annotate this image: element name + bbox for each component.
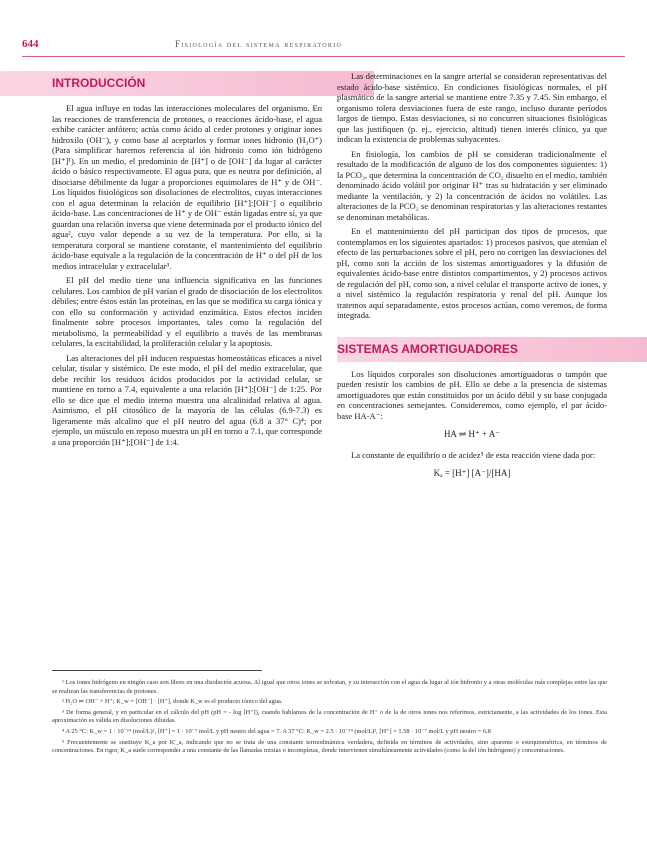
footnote-4: ⁴ A 25 °C: K_w = 1 · 10⁻¹⁴ (mol/L)², [H⁺] = 1 · 10⁻⁷ mol/L y pH neutro del agua = 7. A 37 °C: K_w = 2.5 · 10⁻¹⁴ (mol/L)², [H⁺] = 1.58 · 10⁻⁷ mol/L y pH neutro = 6.8 — [62, 727, 491, 735]
equation-acid-base-pair: HA ⇌ H⁺ + A⁻ — [443, 429, 501, 439]
right-column — [337, 71, 607, 489]
paragraph: Los líquidos corporales son disoluciones amortiguadoras o tampón que pueden resistir los cambios de pH. Ello se debe a la presencia de sistemas amortiguadores que están constituidos por un ácido débil y su base conjugada en concentraciones semejantes. Consideremos, como ejemplo, el par ácido-base HA-A⁻: — [337, 368, 607, 421]
footnotes — [52, 679, 607, 758]
footnote-5: ⁵ Frecuentemente se sustituye K_a por K'_a, indicando que no se trata de una constante termodinámica verdadera, definida en términos de actividades, sino aparente o estequiométrica, en términos de concentraciones. En rigor, K_a suele corresponder a una constante de las llamadas mixtas o incompletas, donde intervienen simultáneamente actividades (como la del ión hidrógeno) y concentraciones. — [52, 738, 607, 755]
paragraph: La constante de equilibrio o de acidez⁵ de esta reacción viene dada por: — [351, 449, 596, 460]
footnote-1: ¹ Los iones hidrógeno en ningún caso son libres en una disolución acuosa. Al igual que otros iones se solvatan, y su interacción con el agua da lugar al ión hidronio y a otras moléculas más complejas entre las que se realizan las transferencias de protones. — [52, 679, 607, 695]
paragraph: En el mantenimiento del pH participan dos tipos de procesos, que contemplamos en los siguientes apartados: 1) procesos pasivos, que atenúan el efecto de las perturbaciones sobre el pH, pero no corrigen las desviaciones del pH, como son la acción de los sistemas amortiguadores y la difusión de equivalentes ácido-base entre distintos compartimentos, y 2) procesos activos de regulación del pH, como son, a nivel celular el transporte activo de iones, y a nivel sistémico la regulación respiratoria y renal del pH. Aunque los tratemos aquí separadamente, estos procesos actúan, como veremos, de forma integrada. — [337, 226, 607, 320]
paragraph: Las alteraciones del pH inducen respuestas homeostáticas eficaces a nivel celular, tisular y sistémico. De este modo, el pH del medio extracelular, que debe recibir los residuos ácidos producidos por la actividad celular, se mantiene en torno a 7.4, equivalente a una relación [H⁺]:[OH⁻] de 1:25. Por ello se dice que el medio interno muestra una alcalinidad relativa al agua. Asimismo, el pH citosólico de la mayoría de las células (6.9-7.3) es ligeramente más alcalino que el pH neutro del agua (6.8 a 37° C)⁴; por ejemplo, un músculo en reposo muestra un pH en torno a 7.1, que corresponde a una proporción [H⁺]:[OH⁻] de 1:4. — [52, 352, 322, 447]
paragraph: En fisiología, los cambios de pH se consideran tradicionalmente el resultado de la modificación de alguno de los dos componentes siguientes: 1) la PCO₂, que determina la concentración de CO₂ disuelto en el medio, también denominado ácido volátil por originar H⁺ tras su hidratación y ser eliminado mediante la ventilación, y 2) la concentración de ácidos no volátiles. Las alteraciones de la PCO₂ se denominan respiratorias y las alteraciones restantes se denominan metabólicas. — [337, 148, 607, 222]
section-title: SISTEMAS AMORTIGUADORES — [337, 341, 518, 356]
equation-acidity-constant: Kₐ = [H⁺] [A⁻]/[HA] — [433, 468, 511, 478]
paragraph: Las determinaciones en la sangre arterial se consideran representativas del estado ácido-base sistémico. En condiciones fisiológicas normales, el pH plasmático de la sangre arterial se mantiene entre 7.35 y 7.45. Sin embargo, el organismo tolera desviaciones fuera de este rango, incluso durante períodos largos de tiempo. Estas desviaciones, si no concurren situaciones fisiológicas que las justifiquen (p. ej., ejercicio, altitud) tienen interés clínico, ya que indican la existencia de problemas subyacentes. — [337, 71, 607, 144]
section-heading-sistemas-amortiguadores — [337, 337, 647, 362]
section-heading-introduccion — [0, 71, 374, 96]
running-head: Fisiología del sistema respiratorio — [175, 39, 343, 49]
footnote-3: ³ De forma general, y en particular en el cálculo del pH (pH = - log [H⁺]), cuando hablamos de la concentración de H⁺ o de la de otros iones nos referimos, estrictamente, a las actividades de los iones. Esta aproximación es válida en disoluciones diluidas. — [52, 708, 607, 725]
footnote-rule — [52, 670, 262, 671]
section-title: INTRODUCCIÓN — [52, 76, 146, 91]
paragraph: El agua influye en todas las interacciones moleculares del organismo. En las reacciones de transferencia de protones, o reacciones ácido-base, el agua exhibe carácter anfótero; actúa como ácido al ceder protones y originar iones hidroxilo (OH⁻), y como base al aceptarlos y formar iones hidronio (H₃O⁺) (Para simplificar haremos referencia al ión hidronio como ión hidrógeno [H⁺]¹). En un medio, el predominio de [H⁺] o de [OH⁻] da lugar al carácter ácido o básico respectivamente. El agua pura, que es neutra por definición, al disociarse débilmente da lugar a proporciones equimolares de H⁺ y de OH⁻. Los líquidos fisiológicos son disoluciones de electrolitos, cuyas interacciones con el agua determinan la relación de equilibrio [H⁺]:[OH⁻] o equilibrio ácido-base. Las concentraciones de H⁺ y de OH⁻ están ligadas entre sí, ya que guardan una relación inversa que viene determinada por el producto iónico del agua², cuyo valor depende a su vez de la temperatura. Por ello, si la temperatura corporal se mantiene constante, el mantenimiento del equilibrio ácido-base equivale a la regulación de la concentración de H⁺ o del pH de los medios intracelular y extracelular³. — [52, 103, 322, 271]
page-number: 644 — [22, 38, 39, 50]
header-rule — [22, 56, 625, 57]
footnote-2: ² H₂O ⇌ OH⁻ + H⁺; K_w = [OH⁻] · [H⁺], donde K_w es el producto iónico del agua. — [62, 698, 283, 706]
paragraph: El pH del medio tiene una influencia significativa en las funciones celulares. Los cambios de pH varían el grado de disociación de los electrolitos débiles; entre éstos están las proteínas, en las que se modifica su carga iónica y con ello su conformación y actividad enzimática. Estos efectos inciden finalmente sobre procesos importantes, tales como la regulación del metabolismo, la permeabilidad y el equilibrio a través de las membranas celulares, la excitabilidad, la proliferación celular y la apoptosis. — [52, 275, 322, 348]
left-column — [52, 71, 322, 451]
